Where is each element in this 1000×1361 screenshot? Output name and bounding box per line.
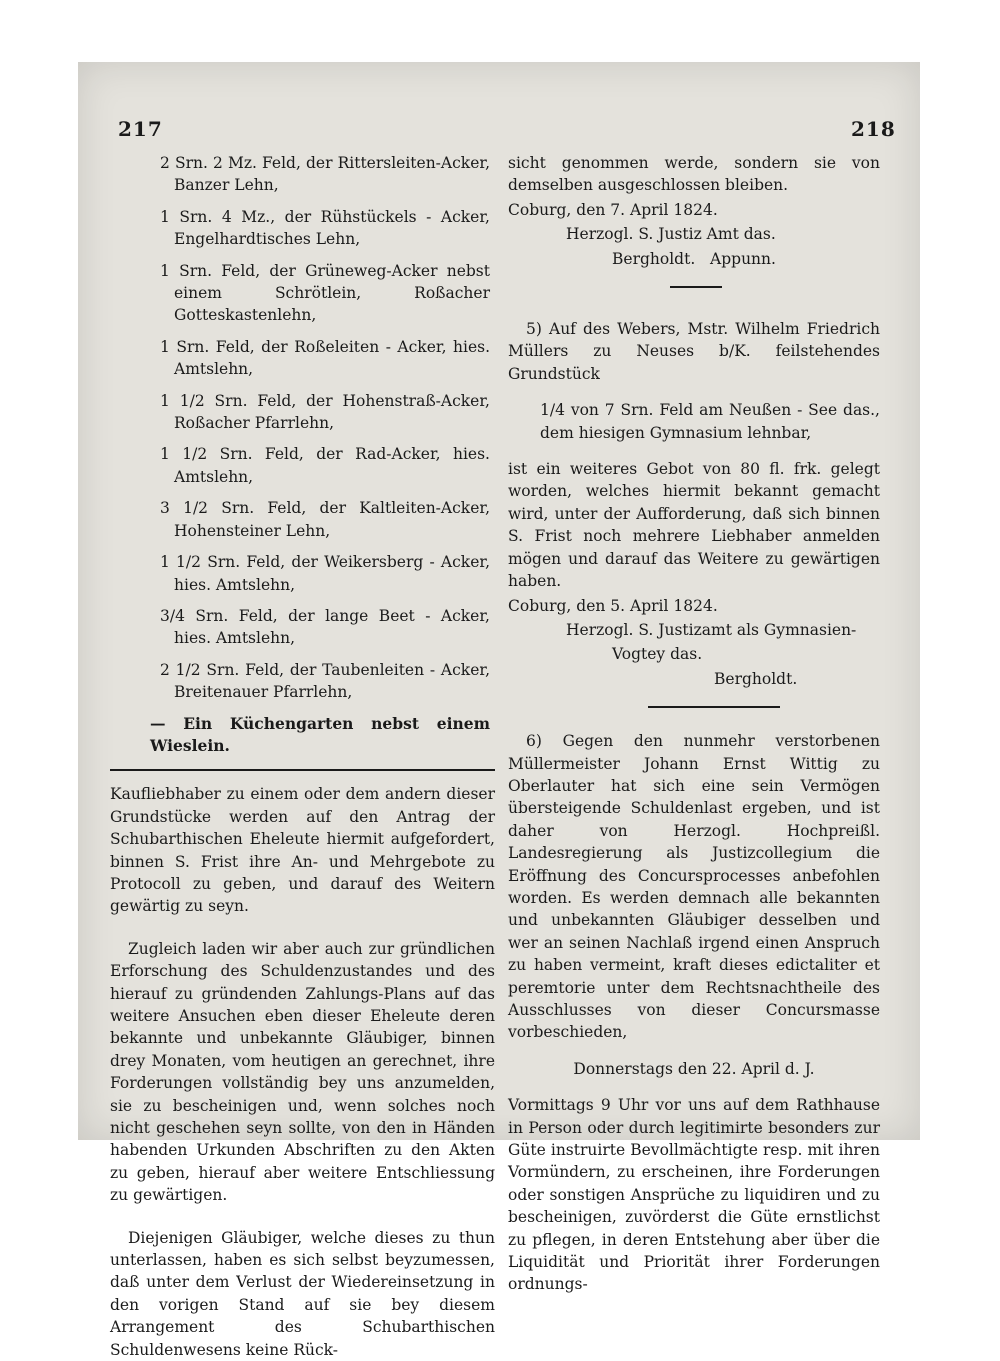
parcel-entry: 1 Srn. Feld, der Grüneweg-Acker nebst einem Schrötlein, Roßacher Gotteskastenlehn, bbox=[160, 261, 490, 325]
notice-6-intro: 6) Gegen den nunmehr verstorbenen Müllermeister Johann Ernst Wittig zu Oberlauter hat sich eine sein Vermögen übersteigende Schuldenlast ergeben, und ist daher von Herzogl. Hochpreißl. Landesregierung als Justizcollegium die Eröffnung des Concursprocesses anbefohlen worden. Es werden demnach alle bekannten und unbekannten Gläubiger desselben und wer an seinen Nachlaß irgend einen Anspruch zu haben vermeint, kraft dieses edictaliter et peremtorie unter dem Rechtsnachtheile des Ausschlusses von dieser Concursmasse vorbeschieden, bbox=[508, 732, 880, 1042]
parcel-entry: 3 1/2 Srn. Feld, der Kaltleiten-Acker, Hohensteiner Lehn, bbox=[160, 499, 490, 540]
parcel-entry: 1 Srn. 4 Mz., der Rühstückels - Acker, Engelhardtisches Lehn, bbox=[160, 207, 490, 249]
garden-entry: — Ein Küchengarten nebst einem Wieslein. bbox=[150, 713, 490, 755]
creditors-paragraph: Zugleich laden wir aber auch zur gründlichen Erforschung des Schuldenzustandes und des hierauf zu gründenden Zahlungs-Plans auf das weitere Ansuchen eben dieser Eheleute deren bekannte und unbekannte Gläubiger, binnen drey Monaten, vom heutigen an gerechnet, ihre Forderungen vollständig bey uns anzumelden, sie zu bescheinigen und, wenn solches noch nicht geschehen seyn sollte, von den in Händen habenden Urkunden Abschriften zu den Akten zu geben, hierauf aber weitere Entschliessung zu gewärtigen. bbox=[110, 939, 495, 1205]
signer-name: Appunn. bbox=[710, 249, 776, 268]
issuing-authority-cont: Vogtey das. bbox=[612, 645, 703, 664]
default-paragraph: Diejenigen Gläubiger, welche dieses zu thun unterlassen, haben es sich selbst beyzumessen, daß unter dem Verlust der Wiedereinsetzung in den vorigen Stand auf sie bey diesem Arrangement des Schubarthischen Schuldenwesens keine Rück- bbox=[110, 1228, 495, 1359]
signer-name: Bergholdt. bbox=[612, 249, 696, 268]
issuing-authority: Herzogl. S. Justizamt als Gymnasien- bbox=[566, 620, 857, 639]
left-column bbox=[110, 152, 495, 1361]
parcel-entry: 2 1/2 Srn. Feld, der Taubenleiten - Acker, Breitenauer Pfarrlehn, bbox=[160, 660, 490, 702]
notice-6-body: Vormittags 9 Uhr vor uns auf dem Rathhause in Person oder durch legitimirte besonders zur Güte instruirte Bevollmächtigte resp. mit ihren Vormündern, zu erscheinen, ihre Forderungen oder sonstigen Ansprüche zu liquidiren und zu bescheinigen, zuvörderst die Güte ernstlichst zu pflegen, in deren Entstehung aber über die Liquidität und Priorität ihrer Forderungen ordnungs- bbox=[508, 1096, 880, 1294]
place-date: Coburg, den 5. April 1824. bbox=[508, 596, 718, 615]
parcel-entry: 1 1/2 Srn. Feld, der Hohenstraß-Acker, Roßacher Pfarrlehn, bbox=[160, 391, 490, 433]
right-column bbox=[508, 152, 880, 1296]
signer-name: Bergholdt. bbox=[714, 669, 798, 688]
page-number-right: 218 bbox=[851, 117, 896, 141]
parcel-entry: 3/4 Srn. Feld, der lange Beet - Acker, hies. Amtslehn, bbox=[160, 606, 490, 648]
hearing-date: Donnerstags den 22. April d. J. bbox=[573, 1059, 815, 1078]
notice-5-parcel: 1/4 von 7 Srn. Feld am Neußen - See das., dem hiesigen Gymnasium lehnbar, bbox=[540, 401, 880, 442]
section-divider bbox=[648, 706, 780, 708]
buyers-paragraph: Kaufliebhaber zu einem oder dem andern dieser Grundstücke werden auf den Antrag der Schubarthischen Eheleute hiermit aufgefordert, binnen S. Frist ihre An- und Mehrgebote zu Protocoll zu geben, und darauf des Weitern gewärtig zu seyn. bbox=[110, 785, 495, 916]
issuing-authority: Herzogl. S. Justiz Amt das. bbox=[566, 225, 776, 244]
continuation-text: sicht genommen werde, sondern sie von demselben ausgeschlossen bleiben. bbox=[508, 154, 880, 195]
notice-5-body: ist ein weiteres Gebot von 80 fl. frk. gelegt worden, welches hiermit bekannt gemacht wird, unter der Aufforderung, daß sich binnen S. Frist noch mehrere Liebhaber anmelden mögen und darauf das Weitere zu gewärtigen haben. bbox=[508, 460, 880, 591]
place-date: Coburg, den 7. April 1824. bbox=[508, 200, 718, 219]
parcel-entry: 2 Srn. 2 Mz. Feld, der Ritterslеiten-Acker, Banzer Lehn, bbox=[160, 154, 490, 195]
parcel-entry: 1 1/2 Srn. Feld, der Rad-Acker, hies. Amtslehn, bbox=[160, 445, 490, 486]
signatures bbox=[612, 248, 880, 270]
short-divider bbox=[670, 286, 722, 288]
parcel-entry: 1 1/2 Srn. Feld, der Weikersberg - Acker, hies. Amtslehn, bbox=[160, 553, 490, 594]
page-number-left: 217 bbox=[118, 117, 163, 141]
notice-5-intro: 5) Auf des Webers, Mstr. Wilhelm Friedrich Müllers zu Neuses b/K. feilstehendes Grundstück bbox=[508, 320, 880, 383]
section-divider bbox=[110, 769, 495, 771]
parcel-entry: 1 Srn. Feld, der Roßeleiten - Acker, hies. Amtslehn, bbox=[160, 337, 490, 379]
